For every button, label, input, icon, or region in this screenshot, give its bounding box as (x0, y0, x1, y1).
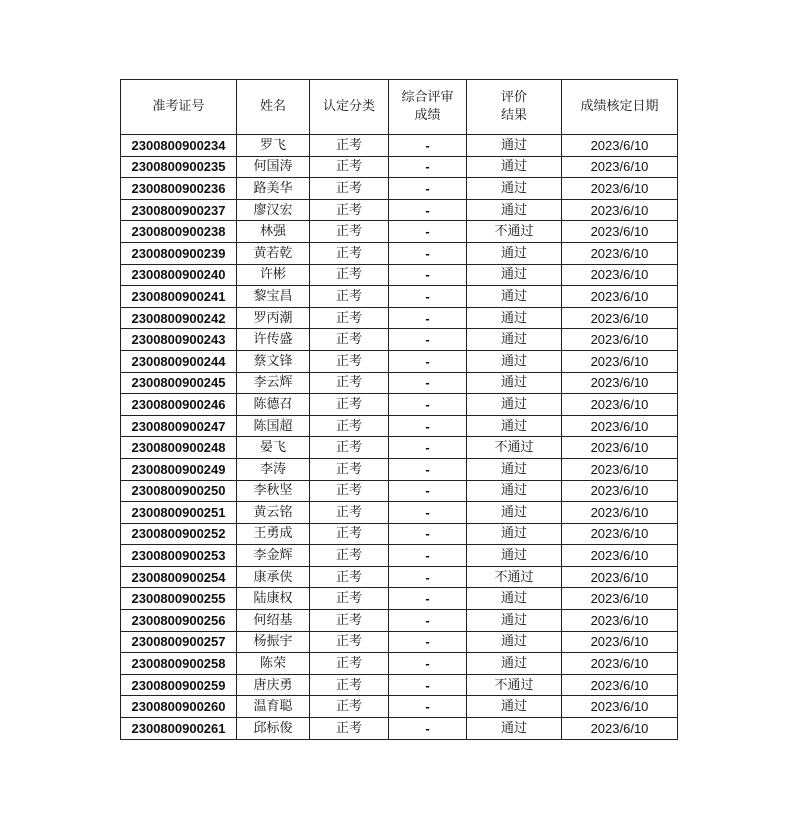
result-cell: 通过 (467, 415, 562, 437)
score-cell: - (389, 610, 467, 632)
score-cell: - (389, 566, 467, 588)
exam-id-cell: 2300800900240 (121, 264, 237, 286)
category-cell: 正考 (310, 696, 389, 718)
score-cell: - (389, 696, 467, 718)
table-row (121, 545, 678, 567)
exam-id-cell: 2300800900242 (121, 307, 237, 329)
score-cell: - (389, 653, 467, 675)
score-cell: - (389, 674, 467, 696)
score-cell: - (389, 135, 467, 157)
result-cell: 不通过 (467, 437, 562, 459)
header-score-line2: 成绩 (414, 108, 441, 123)
category-cell: 正考 (310, 221, 389, 243)
date-cell: 2023/6/10 (562, 588, 678, 610)
result-cell: 通过 (467, 199, 562, 221)
exam-id-cell: 2300800900241 (121, 286, 237, 308)
name-cell: 蔡文锋 (237, 350, 310, 372)
name-cell: 唐庆勇 (237, 674, 310, 696)
score-cell: - (389, 415, 467, 437)
date-cell: 2023/6/10 (562, 286, 678, 308)
date-cell: 2023/6/10 (562, 156, 678, 178)
name-cell: 陈德召 (237, 394, 310, 416)
category-cell: 正考 (310, 502, 389, 524)
header-exam-id: 准考证号 (121, 80, 237, 135)
name-cell: 王勇成 (237, 523, 310, 545)
date-cell: 2023/6/10 (562, 329, 678, 351)
date-cell: 2023/6/10 (562, 718, 678, 740)
table-row (121, 696, 678, 718)
category-cell: 正考 (310, 588, 389, 610)
date-cell: 2023/6/10 (562, 674, 678, 696)
category-cell: 正考 (310, 631, 389, 653)
header-result (467, 80, 562, 135)
exam-id-cell: 2300800900260 (121, 696, 237, 718)
exam-id-cell: 2300800900252 (121, 523, 237, 545)
result-cell: 通过 (467, 610, 562, 632)
exam-id-cell: 2300800900255 (121, 588, 237, 610)
name-cell: 陈荣 (237, 653, 310, 675)
table-row (121, 350, 678, 372)
category-cell: 正考 (310, 178, 389, 200)
score-cell: - (389, 242, 467, 264)
exam-id-cell: 2300800900249 (121, 458, 237, 480)
score-cell: - (389, 221, 467, 243)
result-cell: 通过 (467, 329, 562, 351)
date-cell: 2023/6/10 (562, 502, 678, 524)
score-cell: - (389, 199, 467, 221)
name-cell: 罗丙潮 (237, 307, 310, 329)
category-cell: 正考 (310, 653, 389, 675)
category-cell: 正考 (310, 286, 389, 308)
exam-id-cell: 2300800900238 (121, 221, 237, 243)
name-cell: 廖汉宏 (237, 199, 310, 221)
table-row (121, 394, 678, 416)
exam-id-cell: 2300800900235 (121, 156, 237, 178)
header-result-line2: 结果 (500, 108, 527, 123)
result-cell: 通过 (467, 653, 562, 675)
exam-id-cell: 2300800900259 (121, 674, 237, 696)
score-cell: - (389, 394, 467, 416)
result-cell: 不通过 (467, 221, 562, 243)
table-body (121, 135, 678, 740)
category-cell: 正考 (310, 242, 389, 264)
category-cell: 正考 (310, 307, 389, 329)
result-cell: 通过 (467, 394, 562, 416)
table-row (121, 588, 678, 610)
table-row (121, 610, 678, 632)
score-cell: - (389, 372, 467, 394)
score-cell: - (389, 329, 467, 351)
table-row (121, 264, 678, 286)
date-cell: 2023/6/10 (562, 350, 678, 372)
date-cell: 2023/6/10 (562, 242, 678, 264)
category-cell: 正考 (310, 545, 389, 567)
category-cell: 正考 (310, 415, 389, 437)
score-cell: - (389, 718, 467, 740)
category-cell: 正考 (310, 718, 389, 740)
date-cell: 2023/6/10 (562, 458, 678, 480)
score-cell: - (389, 523, 467, 545)
result-cell: 通过 (467, 545, 562, 567)
exam-id-cell: 2300800900257 (121, 631, 237, 653)
table-row (121, 523, 678, 545)
date-cell: 2023/6/10 (562, 545, 678, 567)
table-row (121, 221, 678, 243)
exam-id-cell: 2300800900253 (121, 545, 237, 567)
category-cell: 正考 (310, 264, 389, 286)
date-cell: 2023/6/10 (562, 199, 678, 221)
date-cell: 2023/6/10 (562, 178, 678, 200)
score-cell: - (389, 286, 467, 308)
category-cell: 正考 (310, 437, 389, 459)
table-row (121, 674, 678, 696)
name-cell: 黄若乾 (237, 242, 310, 264)
name-cell: 邱标俊 (237, 718, 310, 740)
score-cell: - (389, 502, 467, 524)
result-cell: 不通过 (467, 566, 562, 588)
date-cell: 2023/6/10 (562, 264, 678, 286)
result-cell: 通过 (467, 588, 562, 610)
result-cell: 通过 (467, 242, 562, 264)
table-row (121, 199, 678, 221)
exam-id-cell: 2300800900247 (121, 415, 237, 437)
name-cell: 李云辉 (237, 372, 310, 394)
header-name: 姓名 (237, 80, 310, 135)
name-cell: 陈国超 (237, 415, 310, 437)
result-cell: 通过 (467, 458, 562, 480)
header-score (389, 80, 467, 135)
table-row (121, 458, 678, 480)
header-result-line1: 评价 (500, 90, 527, 105)
table-row (121, 329, 678, 351)
table-row (121, 415, 678, 437)
table-row (121, 242, 678, 264)
result-cell: 通过 (467, 135, 562, 157)
name-cell: 晏飞 (237, 437, 310, 459)
date-cell: 2023/6/10 (562, 307, 678, 329)
table-row (121, 437, 678, 459)
exam-id-cell: 2300800900246 (121, 394, 237, 416)
date-cell: 2023/6/10 (562, 394, 678, 416)
date-cell: 2023/6/10 (562, 437, 678, 459)
result-cell: 通过 (467, 156, 562, 178)
results-table (120, 79, 678, 740)
name-cell: 罗飞 (237, 135, 310, 157)
date-cell: 2023/6/10 (562, 696, 678, 718)
score-cell: - (389, 545, 467, 567)
score-cell: - (389, 264, 467, 286)
table-row (121, 135, 678, 157)
exam-id-cell: 2300800900239 (121, 242, 237, 264)
date-cell: 2023/6/10 (562, 372, 678, 394)
category-cell: 正考 (310, 329, 389, 351)
exam-id-cell: 2300800900248 (121, 437, 237, 459)
header-category: 认定分类 (310, 80, 389, 135)
name-cell: 黄云铭 (237, 502, 310, 524)
category-cell: 正考 (310, 458, 389, 480)
name-cell: 陆康权 (237, 588, 310, 610)
exam-id-cell: 2300800900243 (121, 329, 237, 351)
result-cell: 通过 (467, 286, 562, 308)
score-cell: - (389, 156, 467, 178)
name-cell: 李涛 (237, 458, 310, 480)
result-cell: 通过 (467, 631, 562, 653)
exam-id-cell: 2300800900237 (121, 199, 237, 221)
category-cell: 正考 (310, 135, 389, 157)
score-cell: - (389, 480, 467, 502)
category-cell: 正考 (310, 566, 389, 588)
table-row (121, 372, 678, 394)
category-cell: 正考 (310, 674, 389, 696)
date-cell: 2023/6/10 (562, 415, 678, 437)
result-cell: 通过 (467, 718, 562, 740)
table-header-row (121, 80, 678, 135)
category-cell: 正考 (310, 523, 389, 545)
exam-id-cell: 2300800900245 (121, 372, 237, 394)
date-cell: 2023/6/10 (562, 523, 678, 545)
name-cell: 李金辉 (237, 545, 310, 567)
name-cell: 何国涛 (237, 156, 310, 178)
exam-id-cell: 2300800900234 (121, 135, 237, 157)
result-cell: 通过 (467, 307, 562, 329)
exam-id-cell: 2300800900236 (121, 178, 237, 200)
category-cell: 正考 (310, 199, 389, 221)
result-cell: 通过 (467, 696, 562, 718)
score-cell: - (389, 178, 467, 200)
category-cell: 正考 (310, 610, 389, 632)
table-row (121, 566, 678, 588)
exam-id-cell: 2300800900251 (121, 502, 237, 524)
date-cell: 2023/6/10 (562, 135, 678, 157)
date-cell: 2023/6/10 (562, 653, 678, 675)
name-cell: 许彬 (237, 264, 310, 286)
category-cell: 正考 (310, 156, 389, 178)
header-score-line1: 综合评审 (401, 90, 454, 105)
result-cell: 通过 (467, 480, 562, 502)
score-cell: - (389, 631, 467, 653)
table-row (121, 156, 678, 178)
table-row (121, 718, 678, 740)
date-cell: 2023/6/10 (562, 566, 678, 588)
name-cell: 林强 (237, 221, 310, 243)
name-cell: 李秋坚 (237, 480, 310, 502)
header-date: 成绩核定日期 (562, 80, 678, 135)
score-cell: - (389, 350, 467, 372)
category-cell: 正考 (310, 372, 389, 394)
result-cell: 通过 (467, 350, 562, 372)
score-cell: - (389, 458, 467, 480)
table-row (121, 178, 678, 200)
date-cell: 2023/6/10 (562, 221, 678, 243)
result-cell: 通过 (467, 502, 562, 524)
table-row (121, 653, 678, 675)
name-cell: 何绍基 (237, 610, 310, 632)
exam-id-cell: 2300800900250 (121, 480, 237, 502)
result-cell: 通过 (467, 264, 562, 286)
exam-id-cell: 2300800900244 (121, 350, 237, 372)
name-cell: 路美华 (237, 178, 310, 200)
table-row (121, 307, 678, 329)
score-cell: - (389, 588, 467, 610)
result-cell: 不通过 (467, 674, 562, 696)
name-cell: 康承侠 (237, 566, 310, 588)
table-row (121, 286, 678, 308)
table-row (121, 631, 678, 653)
table-row (121, 480, 678, 502)
score-cell: - (389, 437, 467, 459)
table-row (121, 502, 678, 524)
date-cell: 2023/6/10 (562, 480, 678, 502)
category-cell: 正考 (310, 350, 389, 372)
exam-id-cell: 2300800900254 (121, 566, 237, 588)
exam-id-cell: 2300800900258 (121, 653, 237, 675)
name-cell: 许传盛 (237, 329, 310, 351)
score-cell: - (389, 307, 467, 329)
category-cell: 正考 (310, 394, 389, 416)
date-cell: 2023/6/10 (562, 631, 678, 653)
exam-id-cell: 2300800900256 (121, 610, 237, 632)
date-cell: 2023/6/10 (562, 610, 678, 632)
result-cell: 通过 (467, 372, 562, 394)
result-cell: 通过 (467, 523, 562, 545)
name-cell: 黎宝昌 (237, 286, 310, 308)
result-cell: 通过 (467, 178, 562, 200)
name-cell: 杨振宇 (237, 631, 310, 653)
name-cell: 温育聪 (237, 696, 310, 718)
exam-id-cell: 2300800900261 (121, 718, 237, 740)
category-cell: 正考 (310, 480, 389, 502)
